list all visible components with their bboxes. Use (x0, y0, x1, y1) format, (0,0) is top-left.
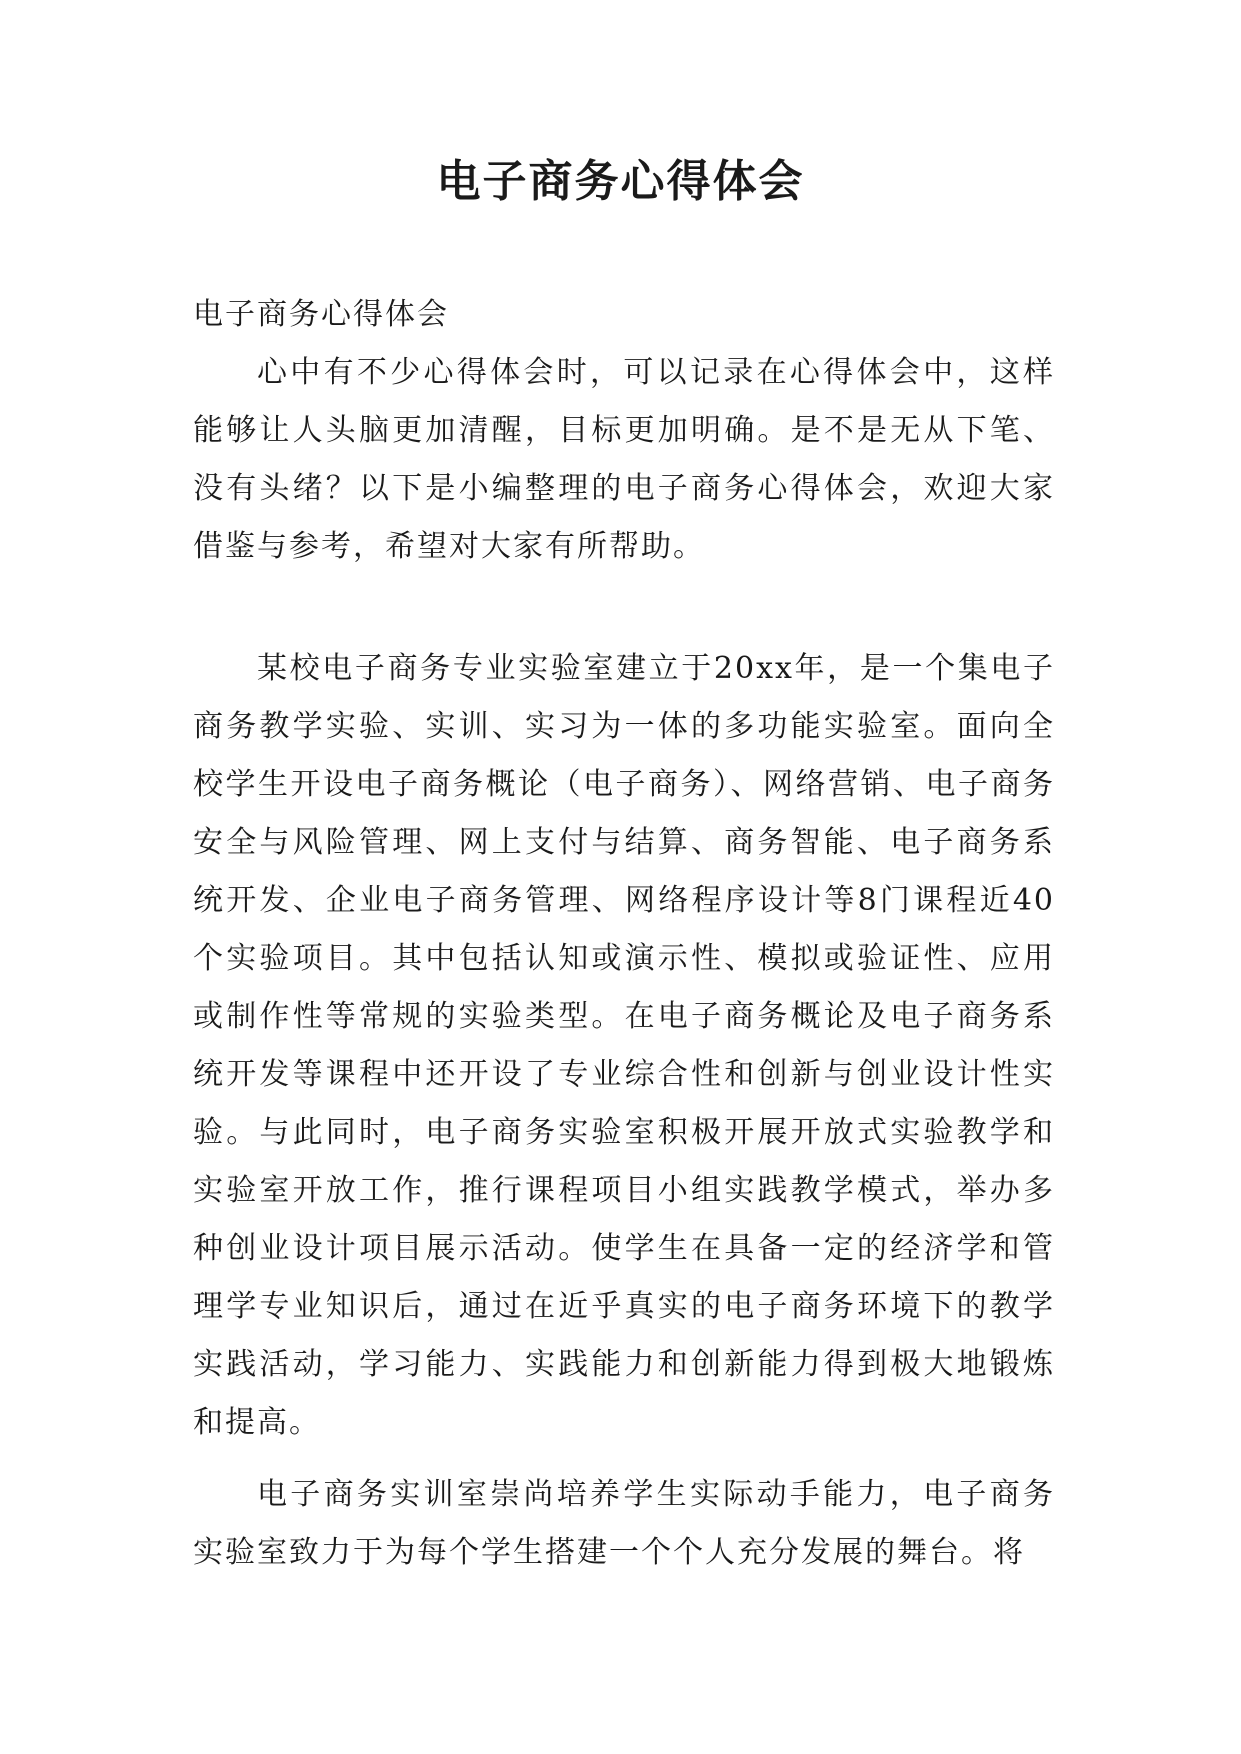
document-title: 电子商务心得体会 (436, 156, 805, 207)
document-subtitle: 电子商务心得体会 (193, 297, 449, 332)
paragraph-training-room: 电子商务实训室崇尚培养学生实际动手能力，电子商务实验室致力于为每个学生搭建一个个人充分发展的舞台。将 (193, 1477, 1055, 1570)
paragraph-intro: 心中有不少心得体会时，可以记录在心得体会中，这样能够让人头脑更加清醒，目标更加明确。是不是无从下笔、没有头绪？以下是小编整理的电子商务心得体会，欢迎大家借鉴与参考，希望对大家有所帮助。 (193, 355, 1055, 564)
paragraph-lab-overview: 某校电子商务专业实验室建立于20xx年，是一个集电子商务教学实验、实训、实习为一体的多功能实验室。面向全校学生开设电子商务概论（电子商务）、网络营销、电子商务安全与风险管理、网上支付与结算、商务智能、电子商务系统开发、企业电子商务管理、网络程序设计等8门课程近40个实验项目。其中包括认知或演示性、模拟或验证性、应用或制作性等常规的实验类型。在电子商务概论及电子商务系统开发等课程中还开设了专业综合性和创新与创业设计性实验。与此同时，电子商务实验室积极开展开放式实验教学和实验室开放工作，推行课程项目小组实践教学模式，举办多种创业设计项目展示活动。使学生在具备一定的经济学和管理学专业知识后，通过在近乎真实的电子商务环境下的教学实践活动，学习能力、实践能力和创新能力得到极大地锻炼和提高。 (193, 651, 1055, 1440)
